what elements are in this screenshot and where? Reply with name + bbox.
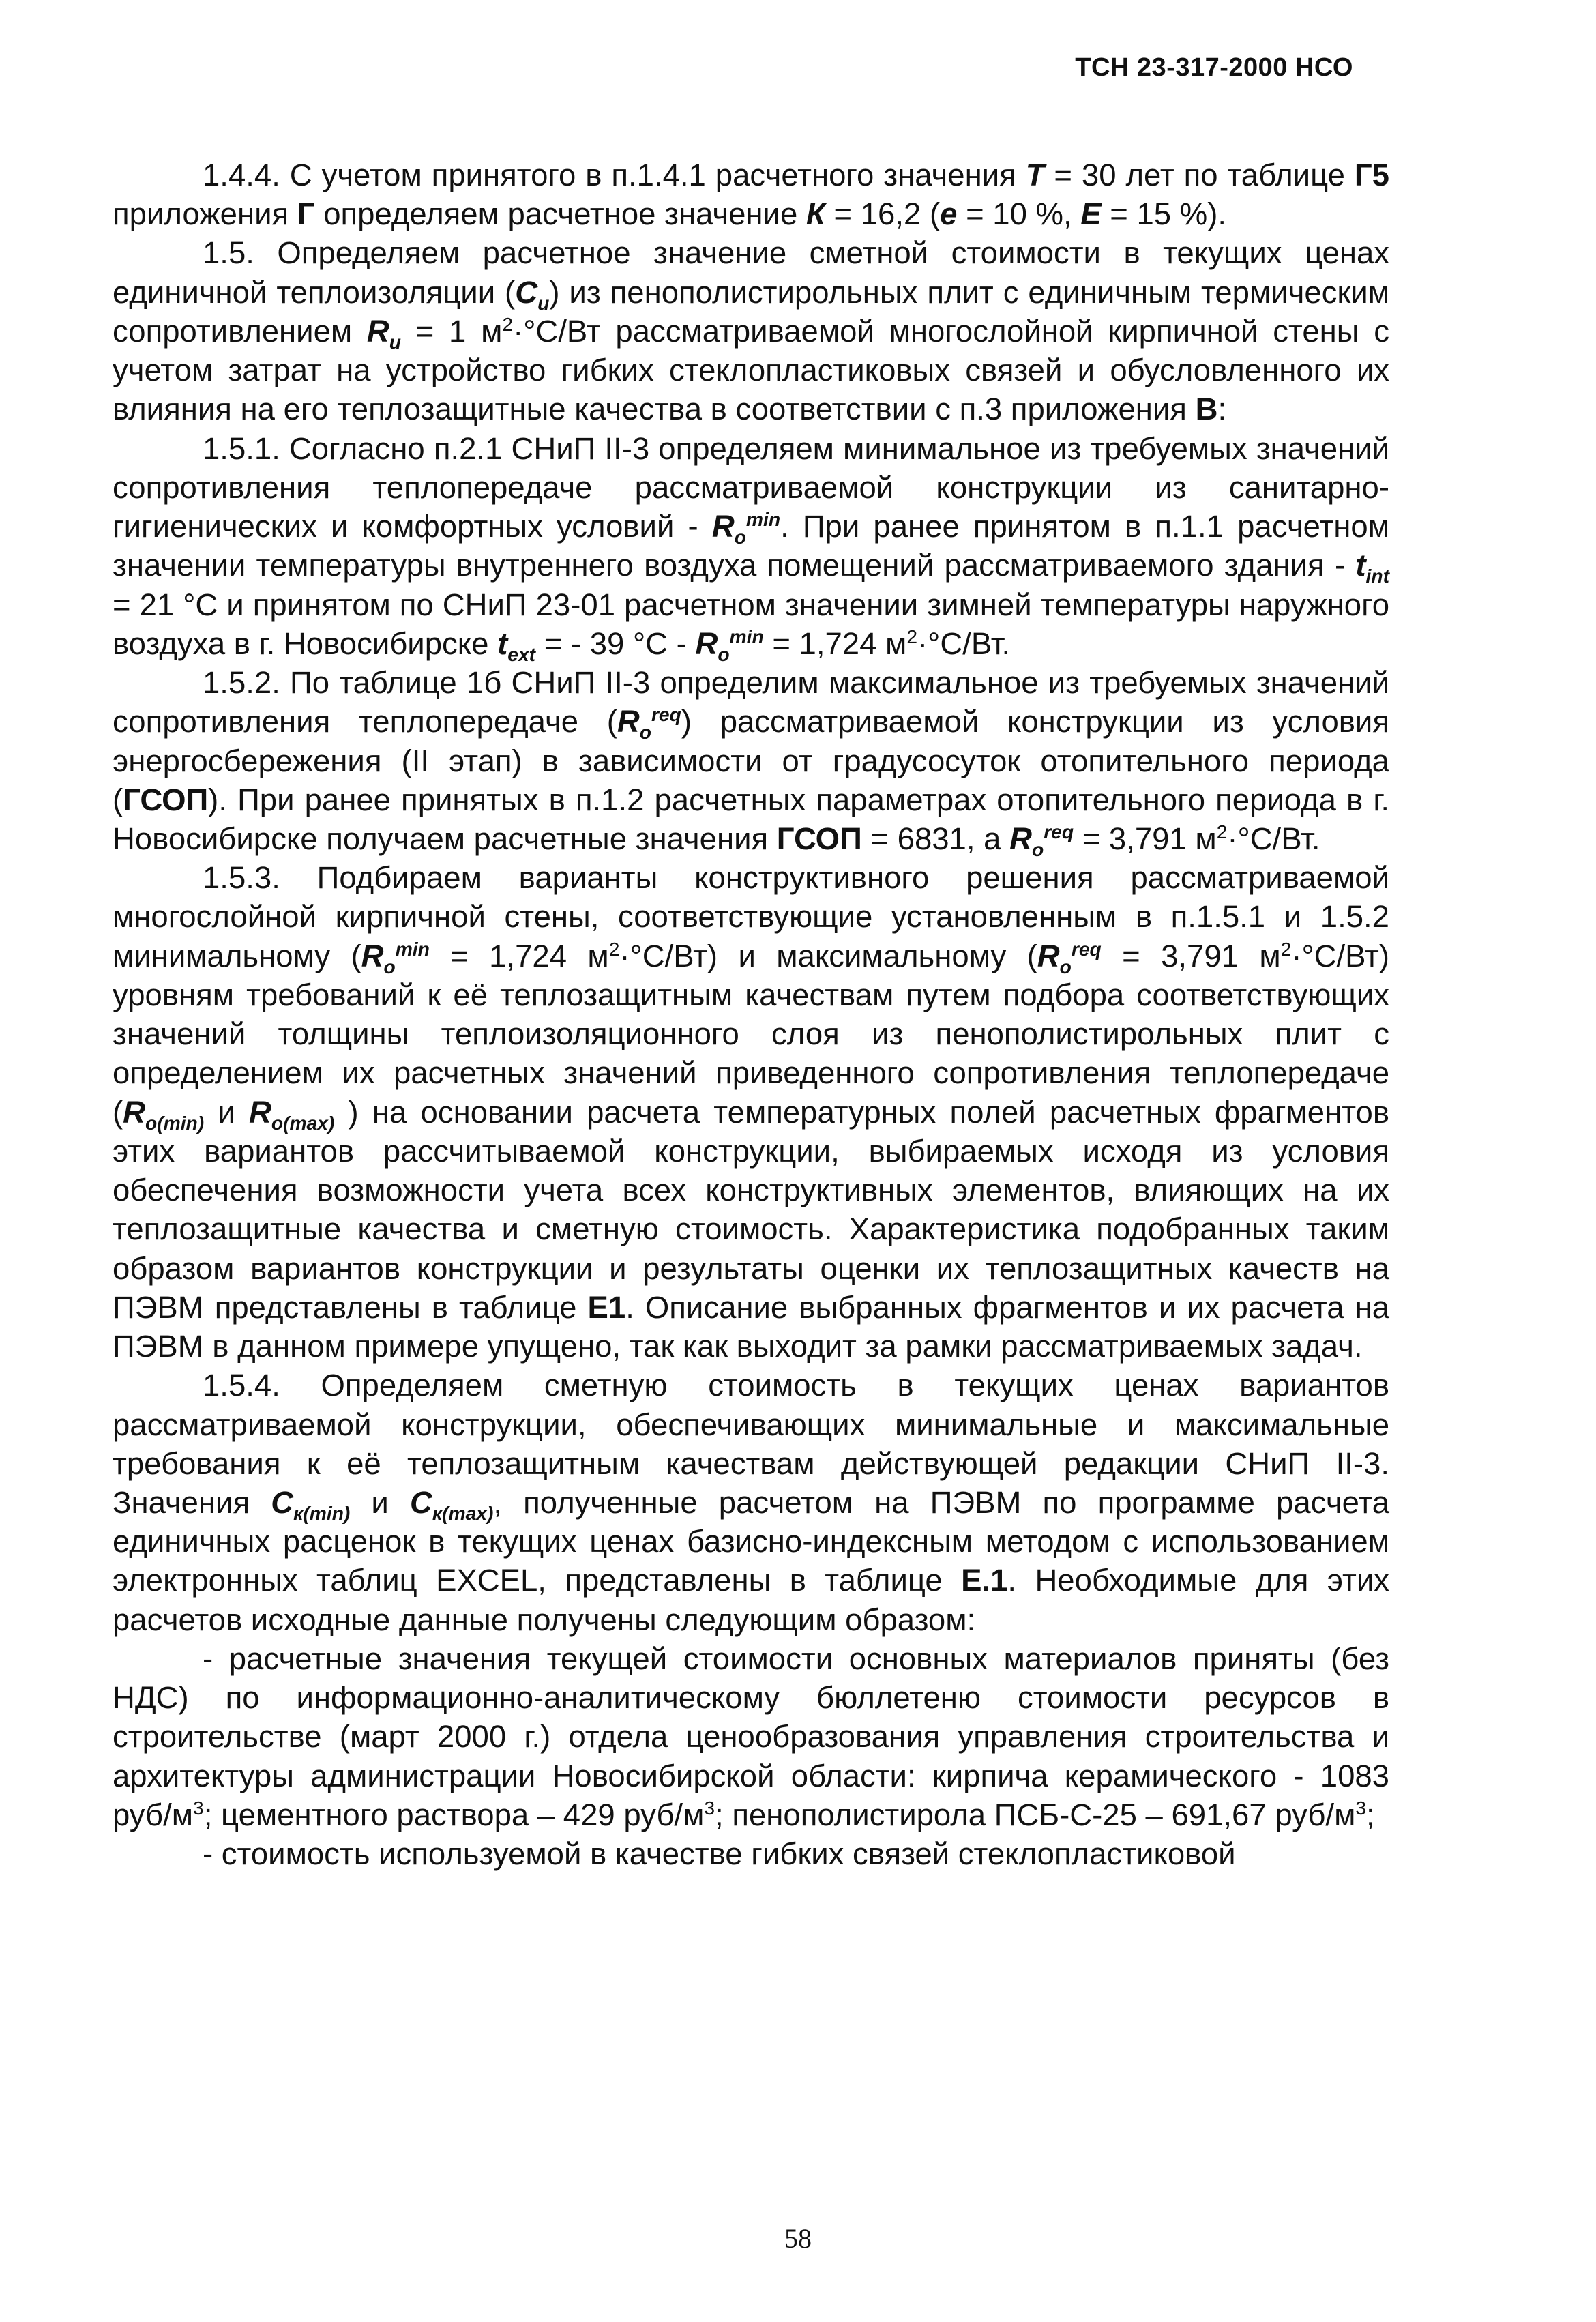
document-code-header: ТСН 23-317-2000 НСО bbox=[1075, 53, 1353, 82]
paragraph-1-5-1: 1.5.1. Согласно п.2.1 СНиП II-3 определяем минимальное из требуемых значений сопротивления теплопередаче рассматриваемой конструкции из санитарно-гигиенических и комфортных условий - $R_o^{min}$. При ранее принятом в п.1.1 расчетном значении температуры внутреннего воздуха помещений рассматриваемого здания - $t_{int} = 21$ °С и принятом по СНиП 23-01 расчетном значении зимней температуры наружного воздуха в г. Новосибирске $t_{ext}$ = - 39 $^\circ С - R_o^{min} = 1,724$ $м^2\cdot^\circ С/Вт$. bbox=[113, 430, 1389, 665]
paragraph-1-5: 1.5. Определяем расчетное значение сметной стоимости в текущих ценах единичной теплоизоляции $(С_u)$ из пенополистирольных плит с единичным термическим сопротивлением $R_u = 1$ $м^2\cdot^\circ С/Вт$ рассматриваемой многослойной кирпичной стены с учетом затрат на устройство гибких стеклопластиковых связей и обусловленного их влияния на его теплозащитные качества в соответствии с п.3 приложения В: bbox=[113, 235, 1389, 427]
list-item-fiberglass-ties: - стоимость используемой в качестве гибких связей стеклопластиковой bbox=[203, 1836, 1236, 1872]
paragraph-1-4-4: 1.4.4. С учетом принятого в п.1.4.1 расчетного значения Т = 30 лет по таблице Г5 приложения Г определяем расчетное значение К = 16,2 (е = 10 %, Е = 15 %). bbox=[113, 158, 1389, 232]
paragraph-1-5-2: 1.5.2. По таблице 1б СНиП II-3 определим максимальное из требуемых значений сопротивления теплопередаче $(R_o^{req})$ рассматриваемой конструкции из условия энергосбережения (II этап) в зависимости от градусосуток отопительного периода (ГСОП). При ранее принятых в п.1.2 расчетных параметрах отопительного периода в г. Новосибирске получаем расчетные значения ГСОП = 6831, а $R_o^{req} = 3,791$ $м^2\cdot^\circ С/Вт$. bbox=[113, 665, 1389, 861]
page-number: 58 bbox=[784, 2223, 812, 2254]
paragraph-1-5-4: 1.5.4. Определяем сметную стоимость в текущих ценах вариантов рассматриваемой конструкции, обеспечивающих минимальные и максимальные требования к её теплозащитным качествам действующей редакции СНиП II-3. Значения $С_{к(min)}$ и $С_{к(max)}$, полученные расчетом на ПЭВМ по программе расчета единичных расценок в текущих ценах базисно-индексным методом с использованием электронных таблиц EXCEL, представлены в таблице Е.1. Необходимые для этих расчетов исходные данные получены следующим образом: bbox=[113, 1368, 1389, 1637]
paragraph-1-5-3: 1.5.3. Подбираем варианты конструктивного решения рассматриваемой многослойной кирпичной стены, соответствующие установленным в п.1.5.1 и 1.5.2 минимальному ($R_o^{min} = 1,724$ $м^2\cdot^\circ С/Вт$) и максимальному ($R_o^{req} = 3,791$ $м^2\cdot^\circ С/Вт$) уровням требований к её теплозащитным качествам путем подбора соответствующих значений толщины теплоизоляционного слоя из пенополистирольных плит с определением их расчетных значений приведенного сопротивления теплопередаче ($R_{o(min)}$ и $R_{o(max)}$ ) на основании расчета температурных полей расчетных фрагментов этих вариантов рассчитываемой конструкции, выбираемых исходя из условия обеспечения возможности учета всех конструктивных элементов, влияющих на их теплозащитные качества и сметную стоимость. Характеристика подобранных таким образом вариантов конструкции и результаты оценки их теплозащитных качеств на ПЭВМ представлены в таблице Е1. Описание выбранных фрагментов и их расчета на ПЭВМ в данном примере упущено, так как выходит за рамки рассматриваемых задач. bbox=[113, 860, 1390, 1364]
list-item-material-costs: - расчетные значения текущей стоимости основных материалов приняты (без НДС) по информационно-аналитическому бюллетеню стоимости ресурсов в строительстве (март 2000 г.) отдела ценообразования управления строительства и архитектуры администрации Новосибирской области: кирпича керамического - 1083 руб/$м^3$; цементного раствора – 429 руб/$м^3$; пенополистирола ПСБ-С-25 – 691,67 руб/$м^3$; bbox=[113, 1641, 1389, 1832]
document-body bbox=[113, 156, 1389, 1873]
